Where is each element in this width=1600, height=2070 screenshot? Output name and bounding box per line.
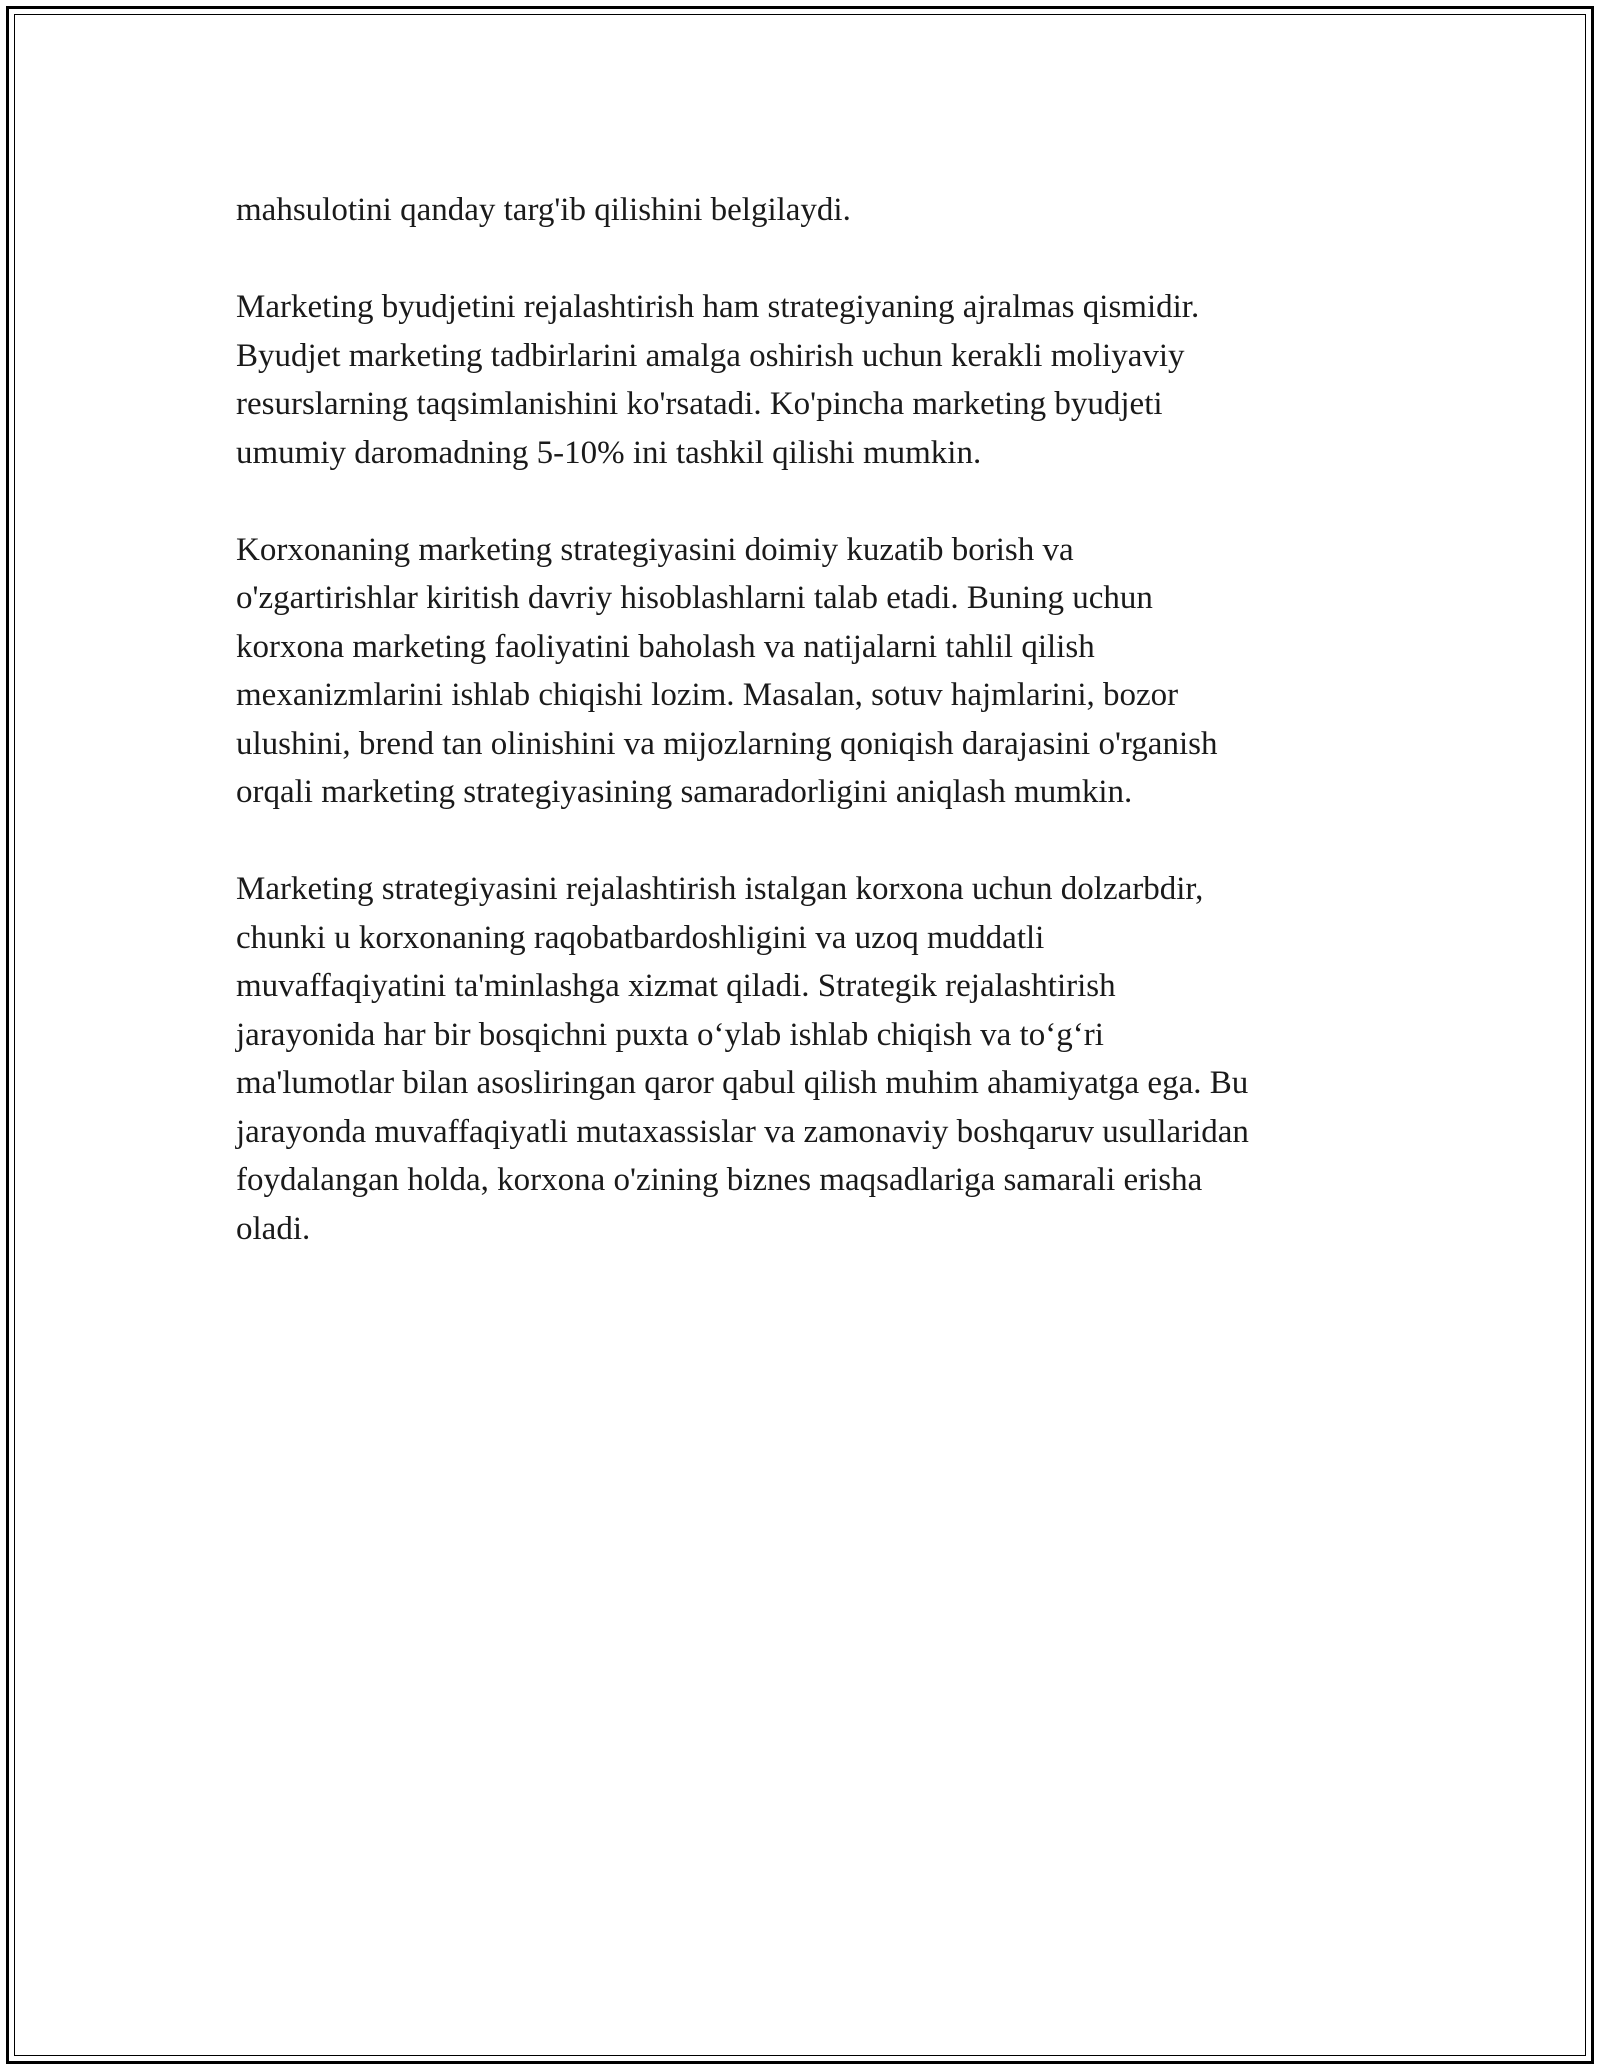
- paragraph-4: Marketing strategiyasini rejalashtirish istalgan korxona uchun dolzarbdir, chunki u korxonaning raqobatbardoshligini va uzoq muddatli muvaffaqiyatini ta'minlashga xizmat qiladi. Strategik rejalashtirish jarayonida har bir bosqichni puxta o‘ylab ishlab chiqish va to‘g‘ri ma'lumotlar bilan asosliringan qaror qabul qilish muhim ahamiyatga ega. Bu jarayonda muvaffaqiyatli mutaxassislar va zamonaviy boshqaruv usullaridan foydalangan holda, korxona o'zining biznes maqsadlariga samarali erisha oladi.: [236, 871, 1249, 1247]
- paragraph-1: mahsulotini qanday targ'ib qilishini belgilaydi.: [236, 192, 851, 228]
- paragraph-2: Marketing byudjetini rejalashtirish ham strategiyaning ajralmas qismidir. Byudjet marketing tadbirlarini amalga oshirish uchun kerakli moliyaviy resurslarning taqsimlanishini ko'rsatadi. Ko'pincha marketing byudjeti umumiy daromadning 5-10% ini tashkil qilishi mumkin.: [236, 289, 1200, 471]
- paragraph-3: Korxonaning marketing strategiyasini doimiy kuzatib borish va o'zgartirishlar kiritish davriy hisoblashlarni talab etadi. Buning uchun korxona marketing faoliyatini baholash va natijalarni tahlil qilish mexanizmlarini ishlab chiqishi lozim. Masalan, sotuv hajmlarini, bozor ulushini, brend tan olinishini va mijozlarning qoniqish darajasini o'rganish orqali marketing strategiyasining samaradorligini aniqlash mumkin.: [236, 531, 1218, 810]
- document-body: [236, 186, 1366, 1302]
